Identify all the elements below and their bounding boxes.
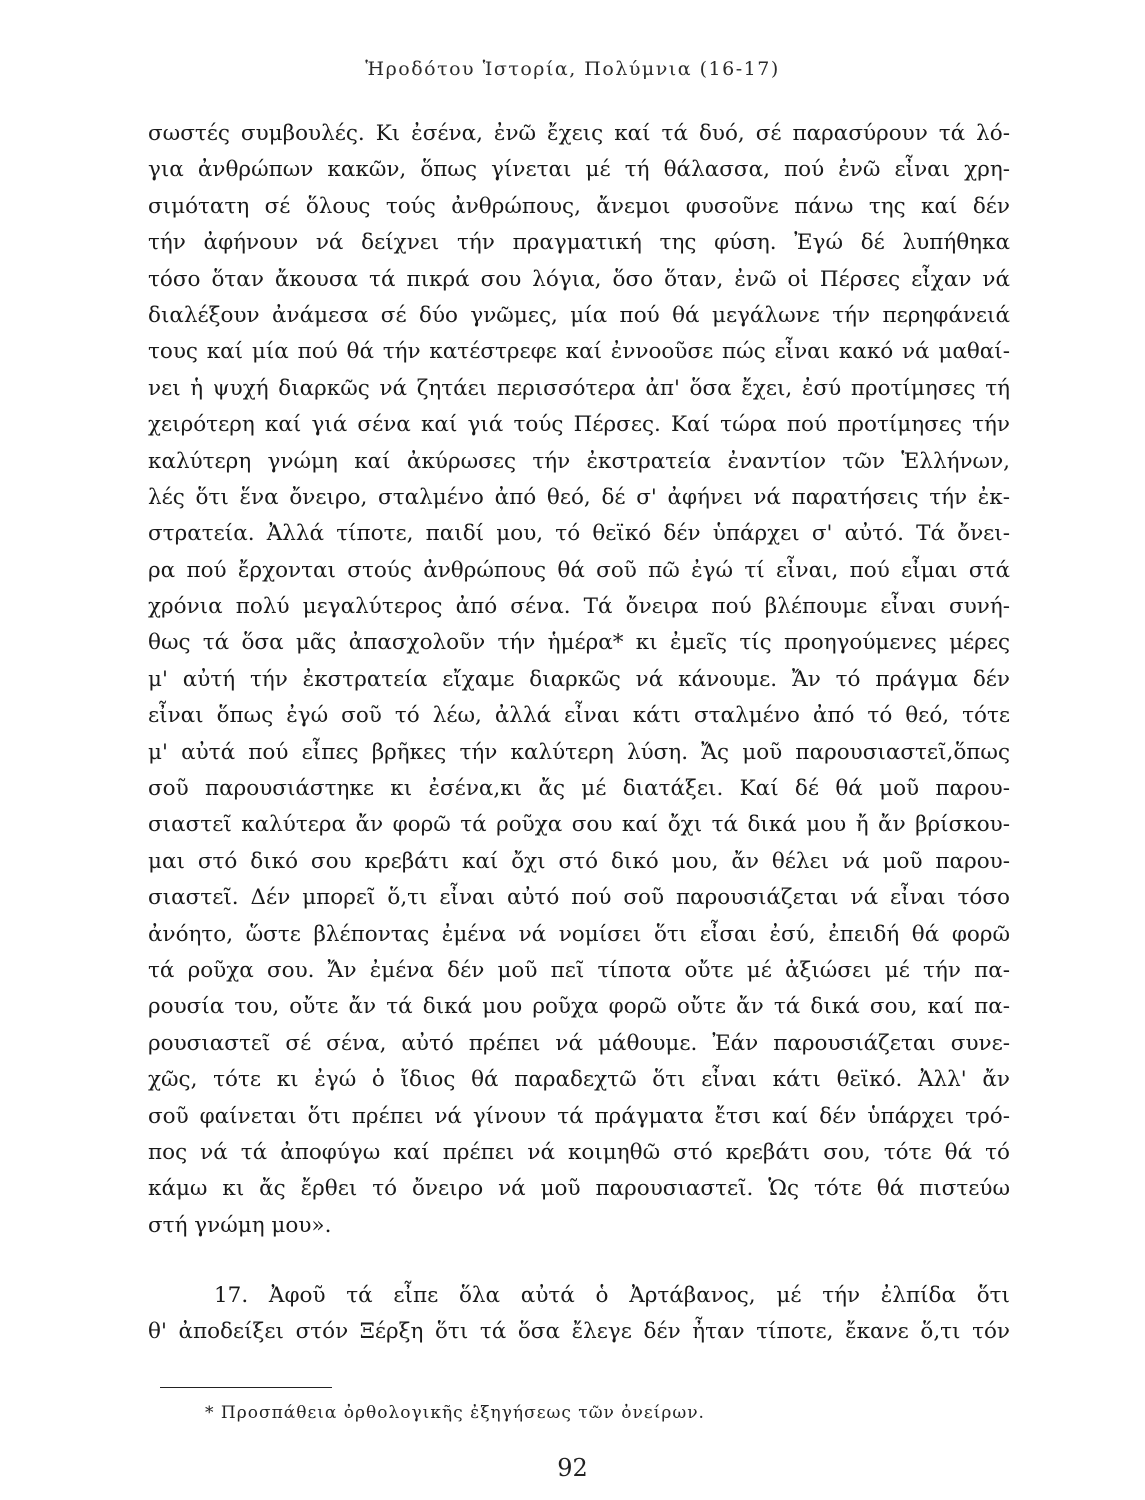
- text-line: σιμότατη σέ ὅλους τούς ἀνθρώπους, ἄνεμοι φυσοῦνε πάνω της καί δέν: [148, 193, 1010, 219]
- text-line: ρα πού ἔρχονται στούς ἀνθρώπους θά σοῦ πῶ ἐγώ τί εἶναι, πού εἶμαι στά: [148, 557, 1010, 583]
- text-line: για ἀνθρώπων κακῶν, ὅπως γίνεται μέ τή θάλασσα, πού ἐνῶ εἶναι χρη-: [148, 157, 1010, 183]
- section-17: [148, 1278, 1010, 1351]
- text-line: σιαστεῖ. Δέν μπορεῖ ὅ,τι εἶναι αὐτό πού σοῦ παρουσιάζεται νά εἶναι τόσο: [148, 885, 1010, 911]
- text-line: σιαστεῖ καλύτερα ἄν φορῶ τά ροῦχα σου καί ὄχι τά δικά μου ἤ ἄν βρίσκου-: [148, 812, 1010, 838]
- text-line: τόσο ὅταν ἄκουσα τά πικρά σου λόγια, ὅσο ὅταν, ἐνῶ οἱ Πέρσες εἶχαν νά: [148, 266, 1010, 292]
- text-line: θ' ἀποδείξει στόν Ξέρξη ὅτι τά ὅσα ἔλεγε δέν ἦταν τίποτε, ἔκανε ὅ,τι τόν: [148, 1319, 1010, 1345]
- section-17-first-line: 17. Ἀφοῦ τά εἶπε ὅλα αὐτά ὁ Ἀρτάβανος, μέ τήν ἐλπίδα ὅτι: [214, 1283, 1010, 1308]
- text-line: ρουσιαστεῖ σέ σένα, αὐτό πρέπει νά μάθουμε. Ἐάν παρουσιάζεται συνε-: [148, 1030, 1010, 1056]
- text-line: μαι στό δικό σου κρεβάτι καί ὄχι στό δικό μου, ἄν θέλει νά μοῦ παρου-: [148, 848, 1010, 874]
- text-line: τους καί μία πού θά τήν κατέστρεφε καί ἐννοοῦσε πώς εἶναι κακό νά μαθαί-: [148, 339, 1010, 365]
- running-header: Ἡροδότου Ἱστορία, Πολύμνια (16-17): [365, 58, 780, 80]
- text-line: πος νά τά ἀποφύγω καί πρέπει νά κοιμηθῶ στό κρεβάτι σου, τότε θά τό: [148, 1139, 1010, 1165]
- text-line: χῶς, τότε κι ἐγώ ὁ ἴδιος θά παραδεχτῶ ὅτι εἶναι κάτι θεϊκό. Ἀλλ' ἄν: [148, 1067, 1010, 1093]
- text-line: νει ἡ ψυχή διαρκῶς νά ζητάει περισσότερα ἀπ' ὅσα ἔχει, ἐσύ προτίμησες τή: [148, 375, 1010, 401]
- text-line: κάμω κι ἄς ἔρθει τό ὄνειρο νά μοῦ παρουσιαστεῖ. Ὡς τότε θά πιστεύω: [148, 1176, 1010, 1202]
- footnote: * Προσπάθεια ὀρθολογικῆς ἐξηγήσεως τῶν ὀνείρων.: [205, 1403, 705, 1423]
- text-line: εἶναι ὅπως ἐγώ σοῦ τό λέω, ἀλλά εἶναι κάτι σταλμένο ἀπό τό θεό, τότε: [148, 703, 1010, 729]
- footnote-divider: [160, 1387, 332, 1388]
- text-line: ρουσία του, οὔτε ἄν τά δικά μου ροῦχα φορῶ οὔτε ἄν τά δικά σου, καί πα-: [148, 994, 1010, 1020]
- text-line: διαλέξουν ἀνάμεσα σέ δύο γνῶμες, μία πού θά μεγάλωνε τήν περηφάνειά: [148, 302, 1010, 328]
- text-line: ἀνόητο, ὥστε βλέποντας ἐμένα νά νομίσει ὅτι εἶσαι ἐσύ, ἐπειδή θά φορῶ: [148, 921, 1010, 947]
- text-line: σοῦ φαίνεται ὅτι πρέπει νά γίνουν τά πράγματα ἔτσι καί δέν ὑπάρχει τρό-: [148, 1103, 1010, 1129]
- text-line: χειρότερη καί γιά σένα καί γιά τούς Πέρσες. Καί τώρα πού προτίμησες τήν: [148, 412, 1010, 438]
- text-line: σοῦ παρουσιάστηκε κι ἐσένα,κι ἄς μέ διατάξει. Καί δέ θά μοῦ παρου-: [148, 776, 1010, 802]
- text-line: μ' αὐτά πού εἶπες βρῆκες τήν καλύτερη λύση. Ἄς μοῦ παρουσιαστεῖ,ὅπως: [148, 739, 1010, 765]
- text-line: μ' αὐτή τήν ἐκστρατεία εἴχαμε διαρκῶς νά κάνουμε. Ἄν τό πράγμα δέν: [148, 666, 1010, 692]
- text-line: σωστές συμβουλές. Κι ἐσένα, ἐνῶ ἔχεις καί τά δυό, σέ παρασύρουν τά λό-: [148, 121, 1010, 146]
- text-line: τά ροῦχα σου. Ἄν ἐμένα δέν μοῦ πεῖ τίποτα οὔτε μέ ἀξιώσει μέ τήν πα-: [148, 957, 1010, 983]
- text-line: στρατεία. Ἀλλά τίποτε, παιδί μου, τό θεϊκό δέν ὑπάρχει σ' αὐτό. Τά ὄνει-: [148, 521, 1010, 547]
- text-line: θως τά ὅσα μᾶς ἀπασχολοῦν τήν ἡμέρα* κι ἐμεῖς τίς προηγούμενες μέρες: [148, 630, 1010, 656]
- text-line: στή γνώμη μου».: [148, 1212, 332, 1238]
- text-line: λές ὅτι ἕνα ὄνειρο, σταλμένο ἀπό θεό, δέ σ' ἀφήνει νά παρατήσεις τήν ἐκ-: [148, 484, 1010, 510]
- continued-paragraph: [148, 116, 1010, 1244]
- text-line: καλύτερη γνώμη καί ἀκύρωσες τήν ἐκστρατεία ἐναντίον τῶν Ἑλλήνων,: [148, 448, 1010, 474]
- page-number: 92: [557, 1454, 588, 1482]
- text-line: τήν ἀφήνουν νά δείχνει τήν πραγματική της φύση. Ἐγώ δέ λυπήθηκα: [148, 230, 1010, 256]
- text-line: χρόνια πολύ μεγαλύτερος ἀπό σένα. Τά ὄνειρα πού βλέπουμε εἶναι συνή-: [148, 594, 1010, 620]
